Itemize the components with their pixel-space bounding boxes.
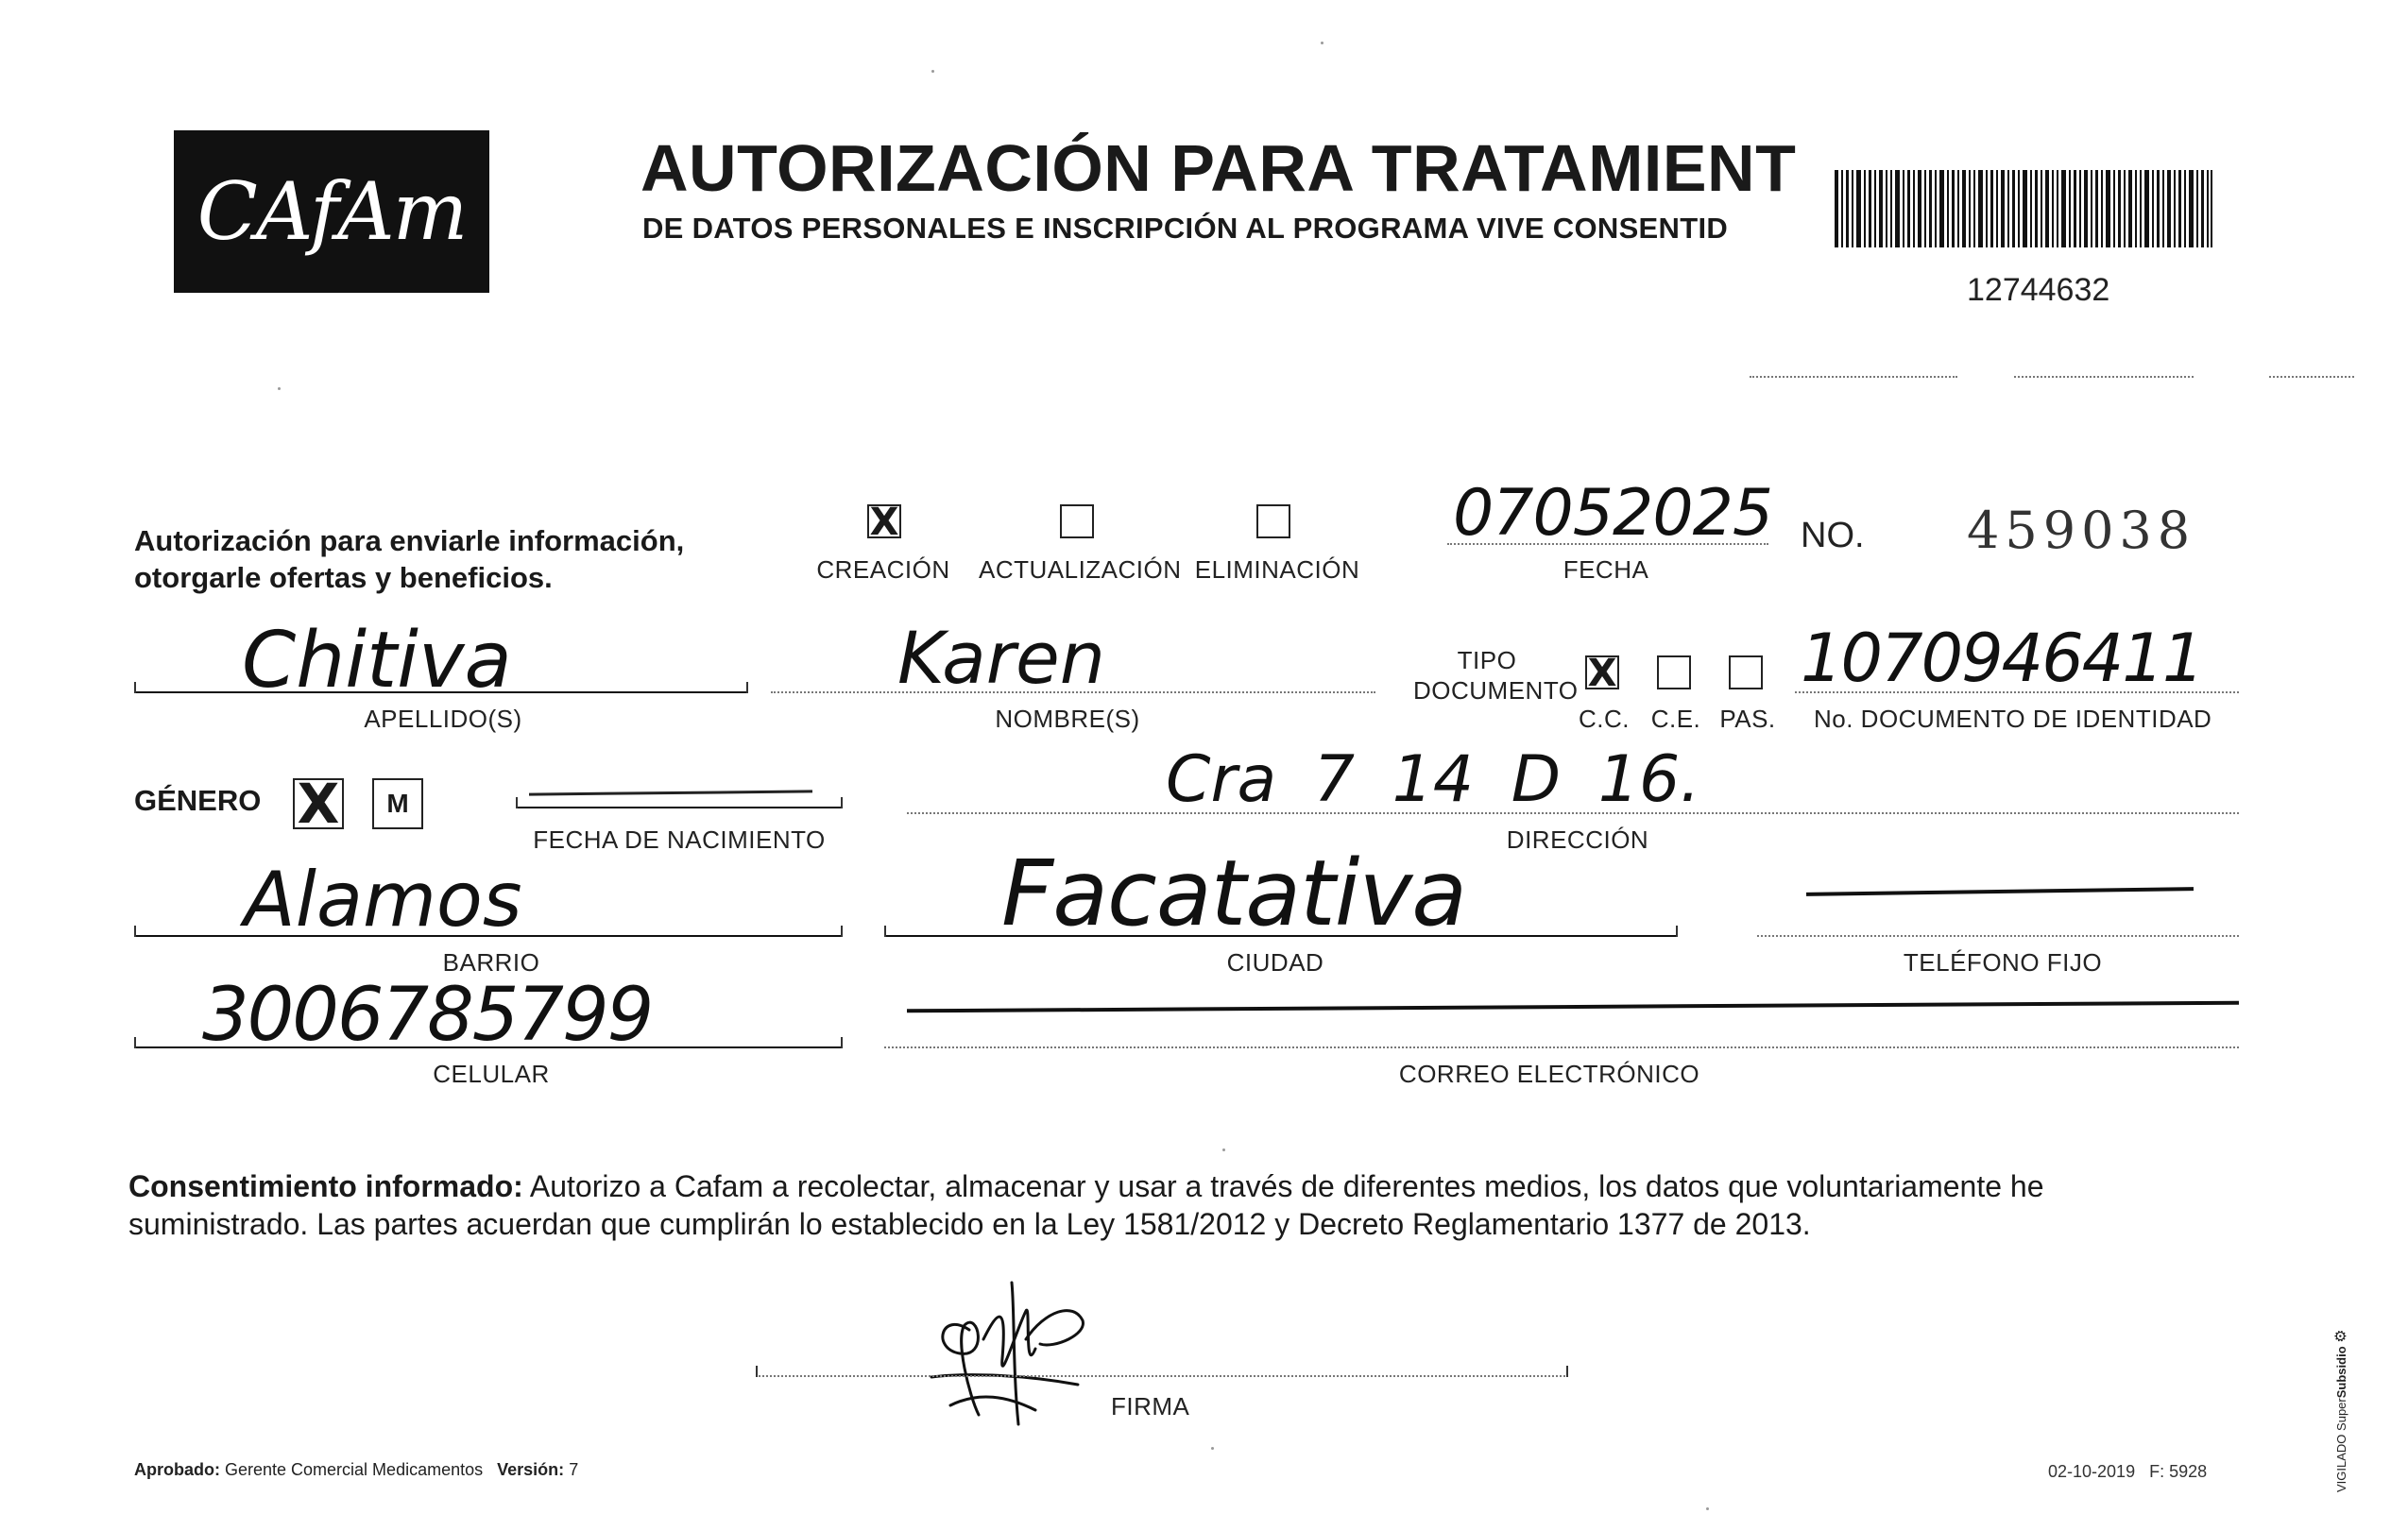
barcode (1835, 170, 2212, 247)
ce-checkbox[interactable] (1657, 655, 1691, 689)
genero-label: GÉNERO (134, 784, 262, 817)
vigilado-side-text (2331, 1329, 2350, 1492)
fecha-line (1447, 543, 1768, 545)
correo-stroke (907, 1001, 2239, 1013)
celular-label: CELULAR (433, 1060, 550, 1088)
ce-label: C.E. (1650, 705, 1701, 733)
logo-text: CAfAm (196, 165, 467, 258)
footer-approval (134, 1460, 578, 1480)
barcode-number: 12744632 (1967, 272, 2110, 308)
nombres-value: Karen (897, 616, 1105, 700)
side-text-1: VIGILADO (2334, 1434, 2348, 1492)
side-text-3: Subsidio (2334, 1346, 2348, 1399)
cc-check-mark: X (1587, 652, 1617, 695)
pas-label: PAS. (1719, 705, 1776, 733)
actualizacion-label: ACTUALIZACIÓN (979, 555, 1182, 584)
speck (278, 387, 281, 390)
apellidos-tick-r (746, 682, 748, 693)
version-value: 7 (569, 1460, 579, 1479)
no-value: 459038 (1967, 501, 2196, 560)
telefono-line (1757, 935, 2239, 937)
documento-value: 1070946411 (1801, 620, 2203, 697)
aprobado-label: Aprobado: (134, 1460, 220, 1479)
fecha-nacimiento-tick-r (841, 797, 843, 808)
correo-line (884, 1046, 2239, 1048)
creacion-checkbox[interactable] (867, 501, 901, 544)
fecha-nacimiento-stroke (529, 790, 812, 795)
cafam-logo (174, 130, 489, 293)
version-label: Versión: (497, 1460, 565, 1479)
eliminacion-label: ELIMINACIÓN (1194, 555, 1360, 584)
celular-tick-r (841, 1037, 843, 1048)
creacion-check-mark: X (869, 501, 899, 544)
consent-heading: Consentimiento informado: (128, 1169, 523, 1203)
barrio-line (134, 935, 843, 937)
aprobado-value: Gerente Comercial Medicamentos (225, 1460, 484, 1479)
footer-codes (2048, 1462, 2207, 1482)
barrio-value: Alamos (244, 856, 522, 944)
barrio-tick-r (841, 926, 843, 937)
telefono-label: TELÉFONO FIJO (1903, 948, 2103, 977)
direccion-value: Cra 7 14 D 16. (1166, 742, 1700, 817)
speck (1706, 1507, 1709, 1510)
header-rule-3 (2269, 376, 2354, 378)
ciudad-value: Facatativa (1001, 841, 1467, 946)
speck (1222, 1148, 1225, 1151)
speck (931, 70, 934, 73)
genero-f-check-mark: X (297, 772, 340, 836)
signature (913, 1273, 1102, 1434)
firma-label: FIRMA (1111, 1392, 1190, 1420)
creacion-label: CREACIÓN (816, 555, 950, 584)
celular-line (134, 1046, 843, 1048)
correo-label: CORREO ELECTRÓNICO (1398, 1060, 1700, 1088)
no-label: NO. (1801, 516, 1865, 555)
header-rule-1 (1750, 376, 1957, 378)
barrio-tick-l (134, 926, 136, 937)
firma-line (756, 1375, 1568, 1377)
form-code: F: 5928 (2149, 1462, 2208, 1481)
form-subtitle: DE DATOS PERSONALES E INSCRIPCIÓN AL PROGRAMA VIVE CONSENTID (642, 212, 1729, 245)
header-rule-2 (2014, 376, 2194, 378)
speck (1321, 42, 1324, 44)
genero-m-checkbox[interactable] (372, 778, 423, 829)
apellidos-value: Chitiva (242, 616, 512, 706)
tipo-label-1: TIPO (1457, 646, 1517, 674)
cc-checkbox[interactable] (1585, 652, 1619, 695)
form-title: AUTORIZACIÓN PARA TRATAMIENT (640, 131, 1797, 205)
fecha-nacimiento-tick-l (516, 797, 518, 808)
apellidos-line (134, 691, 748, 693)
supersubsidio-icon: ⚙ (2333, 1329, 2349, 1343)
celular-value: 3006785799 (202, 973, 653, 1058)
eliminacion-checkbox[interactable] (1256, 504, 1290, 538)
documento-line (1795, 691, 2239, 693)
date-code: 02-10-2019 (2048, 1462, 2136, 1481)
apellidos-tick-l (134, 682, 136, 693)
consent-line-2: suministrado. Las partes acuerdan que cumplirán lo establecido en la Ley 1581/2012 y Decreto Reglamentario 1377 de 2013. (128, 1207, 1811, 1241)
nombres-line (771, 691, 1375, 693)
ciudad-tick-l (884, 926, 886, 937)
direccion-label: DIRECCIÓN (1506, 825, 1649, 854)
fecha-nacimiento-label: FECHA DE NACIMIENTO (533, 825, 826, 854)
actualizacion-checkbox[interactable] (1060, 504, 1094, 538)
consent-text (128, 1167, 2254, 1243)
cc-label: C.C. (1579, 705, 1630, 733)
fecha-label: FECHA (1563, 555, 1649, 584)
ciudad-label: CIUDAD (1226, 948, 1324, 977)
intro-line-1: Autorización para enviarle información, (134, 524, 685, 557)
tipo-label-2: DOCUMENTO (1413, 676, 1579, 705)
apellidos-label: APELLIDO(S) (364, 705, 522, 733)
speck (1211, 1447, 1214, 1450)
genero-f-checkbox[interactable] (293, 772, 344, 836)
telefono-stroke (1806, 887, 2194, 896)
intro-line-2: otorgarle ofertas y beneficios. (134, 561, 553, 594)
side-text-2: Super (2334, 1398, 2348, 1431)
celular-tick-l (134, 1037, 136, 1048)
consent-line-1: Autorizo a Cafam a recolectar, almacenar y usar a través de diferentes medios, los datos que voluntariamente he (522, 1169, 2044, 1203)
fecha-value: 07052025 (1453, 476, 1773, 551)
ciudad-tick-r (1676, 926, 1678, 937)
firma-tick-r (1566, 1366, 1568, 1377)
ciudad-line (884, 935, 1678, 937)
nombres-label: NOMBRE(S) (995, 705, 1140, 733)
direccion-line (907, 812, 2239, 814)
firma-tick-l (756, 1366, 758, 1377)
fecha-nacimiento-line (516, 807, 843, 808)
pas-checkbox[interactable] (1729, 655, 1763, 689)
barrio-label: BARRIO (442, 948, 540, 977)
genero-m-label: M (386, 789, 409, 818)
documento-label: No. DOCUMENTO DE IDENTIDAD (1814, 705, 2212, 733)
